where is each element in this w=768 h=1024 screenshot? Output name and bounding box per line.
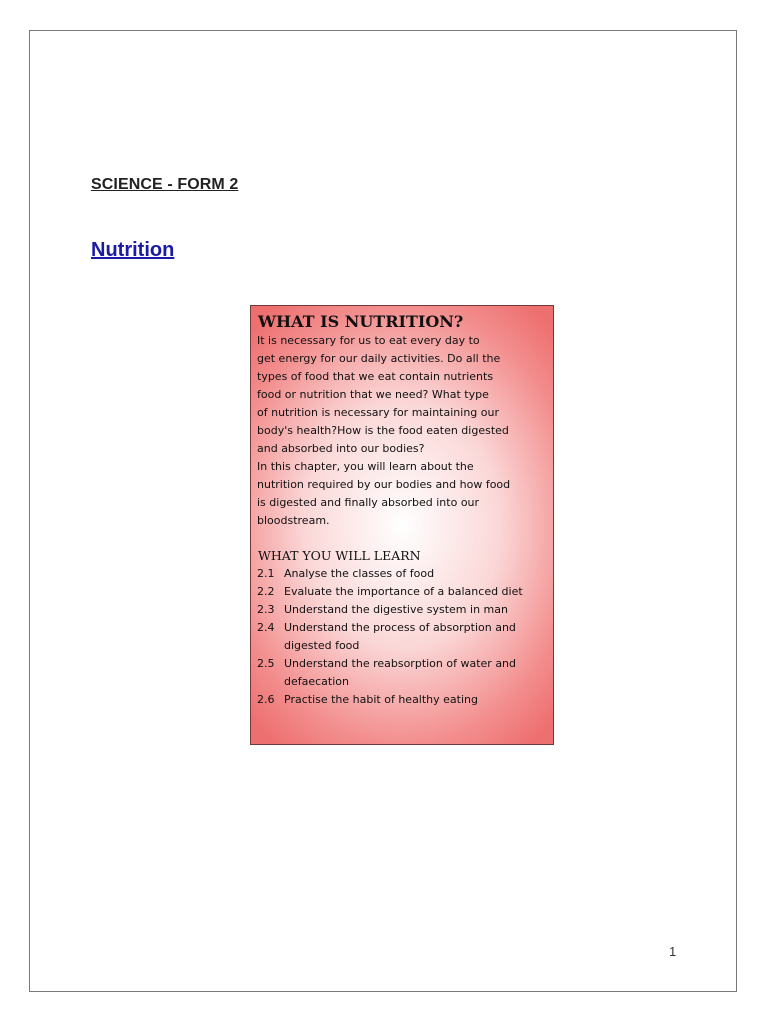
learn-item-text: Practise the habit of healthy eating: [284, 693, 478, 706]
learn-item-text: Analyse the classes of food: [284, 567, 435, 580]
learn-list: [257, 565, 547, 709]
learn-item-number: 2.4: [257, 621, 275, 634]
learn-item-text: Understand the reabsorption of water and defaecation: [284, 657, 517, 688]
learn-item-number: 2.2: [257, 585, 275, 598]
learn-item-number: 2.5: [257, 657, 275, 670]
learn-item: [257, 565, 547, 583]
learn-item: [257, 583, 547, 601]
box-title: WHAT IS NUTRITION?: [258, 312, 464, 331]
learn-item-number: 2.3: [257, 603, 275, 616]
learn-item-number: 2.1: [257, 567, 275, 580]
learn-item-number: 2.6: [257, 693, 275, 706]
chapter-intro-box: [250, 305, 554, 745]
learn-item-text: Understand the digestive system in man: [284, 603, 508, 616]
intro-paragraph: In this chapter, you will learn about the nutrition required by our bodies and how food is digested and finally absorbed into our bloodstream.: [257, 460, 511, 527]
page-number: 1: [669, 944, 677, 959]
learn-item: [257, 655, 547, 691]
learn-item: [257, 619, 547, 655]
learn-item-text: Understand the process of absorption and digested food: [284, 621, 516, 652]
topic-heading: Nutrition: [91, 239, 175, 261]
learn-title: WHAT YOU WILL LEARN: [258, 548, 421, 563]
subject-heading: SCIENCE - FORM 2: [91, 176, 239, 193]
learn-item: [257, 691, 547, 709]
learn-item: [257, 601, 547, 619]
learn-item-text: Evaluate the importance of a balanced diet: [284, 585, 523, 598]
intro-paragraph: It is necessary for us to eat every day to get energy for our daily activities. Do all the types of food that we eat contain nutrients food or nutrition that we need? What type of nutrition is necessary for maintaining our body's health?How is the food eaten digested and absorbed into our bodies?: [257, 334, 509, 455]
